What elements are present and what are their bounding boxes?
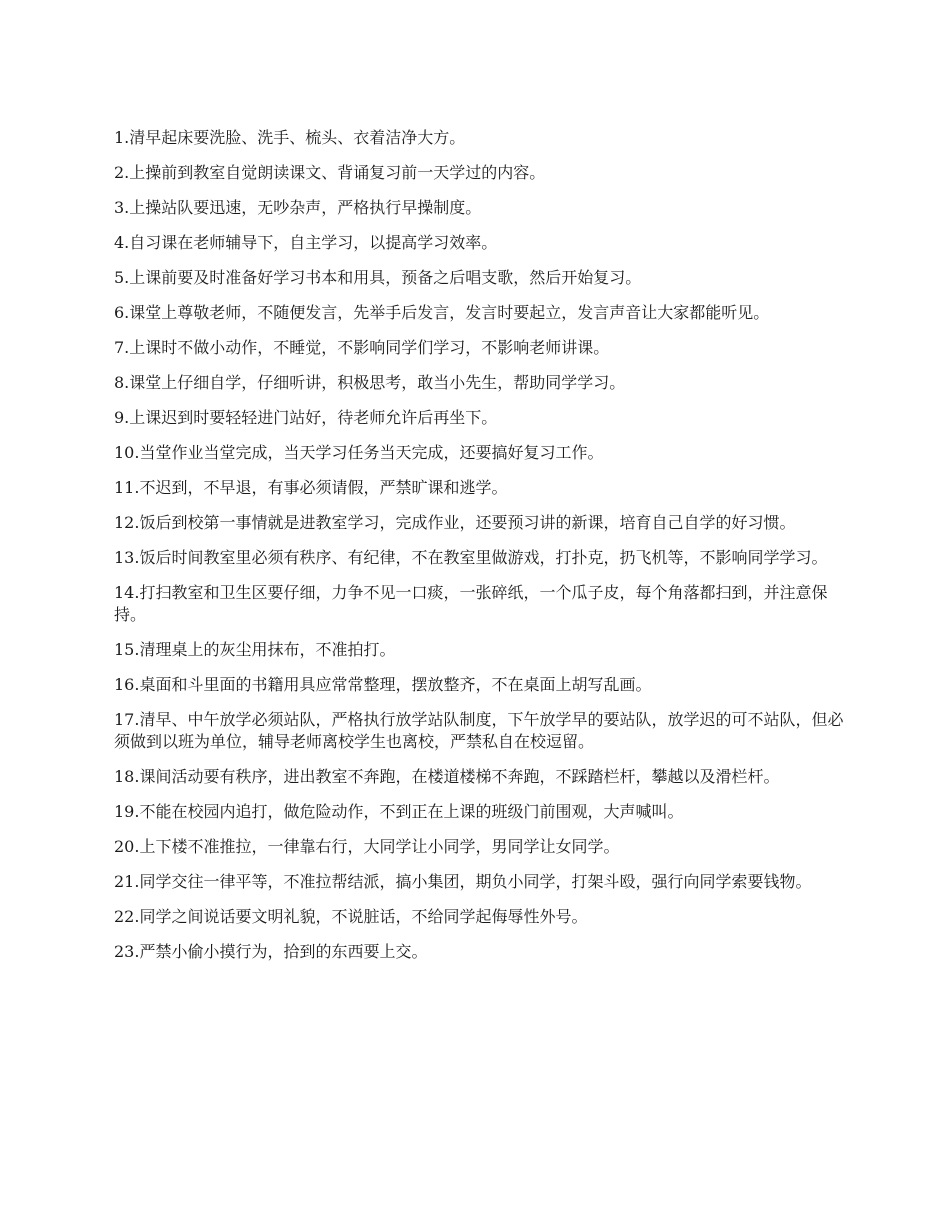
rule-item: 21.同学交往一律平等，不准拉帮结派，搞小集团，期负小同学，打架斗殴，强行向同学索要钱物。 [114, 872, 812, 891]
rule-item: 2.上操前到教室自觉朗读课文、背诵复习前一天学过的内容。 [114, 163, 546, 182]
rule-item: 22.同学之间说话要文明礼貌，不说脏话，不给同学起侮辱性外号。 [114, 907, 588, 926]
rule-item: 11.不迟到，不早退，有事必须请假，严禁旷课和逃学。 [114, 478, 508, 497]
rule-item: 15.清理桌上的灰尘用抹布，不准拍打。 [114, 640, 396, 659]
rule-item: 1.清早起床要洗脸、洗手、梳头、衣着洁净大方。 [114, 128, 466, 147]
rule-item: 13.饭后时间教室里必须有秩序、有纪律，不在教室里做游戏，打扑克，扔飞机等，不影响同学学习。 [114, 548, 828, 567]
rule-item: 12.饭后到校第一事情就是进教室学习，完成作业，还要预习讲的新课，培育自己自学的好习惯。 [114, 513, 796, 532]
document-page [114, 127, 844, 976]
rule-item: 6.课堂上尊敬老师，不随便发言，先举手后发言，发言时要起立，发言声音让大家都能听见。 [114, 303, 770, 322]
rule-item: 10.当堂作业当堂完成，当天学习任务当天完成，还要搞好复习工作。 [114, 443, 604, 462]
rule-item: 3.上操站队要迅速，无吵杂声，严格执行早操制度。 [114, 198, 482, 217]
rule-item: 23.严禁小偷小摸行为，拾到的东西要上交。 [114, 942, 428, 961]
rule-item: 17.清早、中午放学必须站队，严格执行放学站队制度，下午放学早的要站队，放学迟的可不站队，但必须做到以班为单位，辅导老师离校学生也离校，严禁私自在校逗留。 [114, 710, 844, 751]
rule-item: 5.上课前要及时准备好学习书本和用具，预备之后唱支歌，然后开始复习。 [114, 268, 642, 287]
rule-item: 9.上课迟到时要轻轻进门站好，待老师允许后再坐下。 [114, 408, 498, 427]
rule-item: 19.不能在校园内追打，做危险动作，不到正在上课的班级门前围观，大声喊叫。 [114, 802, 684, 821]
rule-item: 16.桌面和斗里面的书籍用具应常常整理，摆放整齐，不在桌面上胡写乱画。 [114, 675, 652, 694]
rule-item: 8.课堂上仔细自学，仔细听讲，积极思考，敢当小先生，帮助同学学习。 [114, 373, 626, 392]
rule-item: 4.自习课在老师辅导下，自主学习，以提高学习效率。 [114, 233, 498, 252]
rule-item: 18.课间活动要有秩序，进出教室不奔跑，在楼道楼梯不奔跑，不踩踏栏杆，攀越以及滑栏杆。 [114, 767, 780, 786]
rule-item: 7.上课时不做小动作，不睡觉，不影响同学们学习，不影响老师讲课。 [114, 338, 610, 357]
rule-item: 14.打扫教室和卫生区要仔细，力争不见一口痰，一张碎纸，一个瓜子皮，每个角落都扫到，并注意保持。 [114, 583, 828, 624]
rule-item: 20.上下楼不准推拉，一律靠右行，大同学让小同学，男同学让女同学。 [114, 837, 620, 856]
